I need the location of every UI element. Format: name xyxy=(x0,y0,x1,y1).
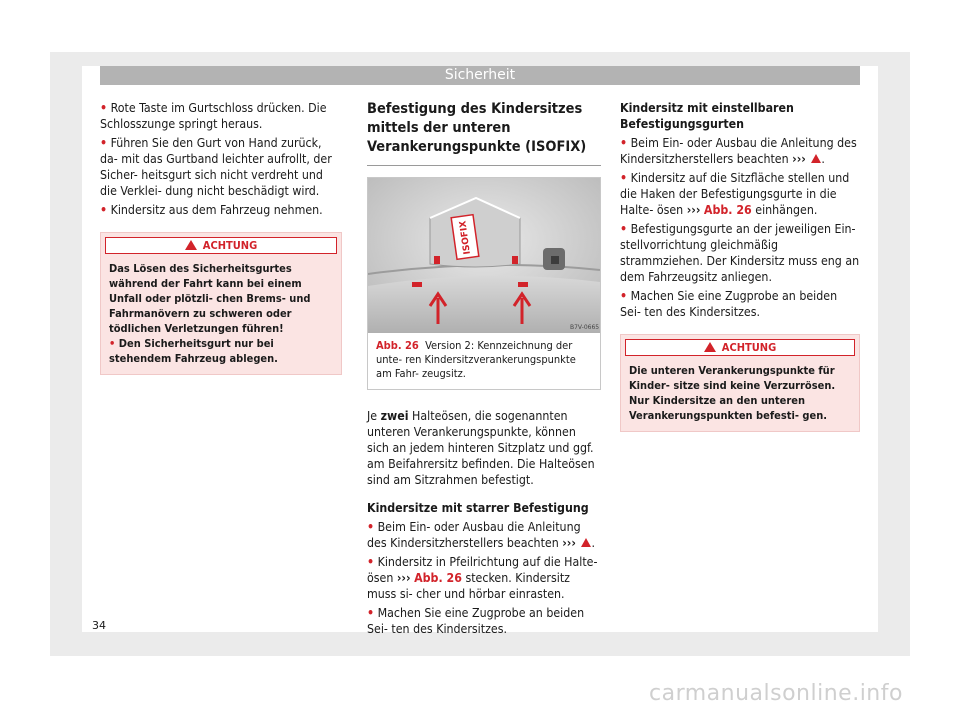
list-item: • Führen Sie den Gurt von Hand zurück, da- mit das Gurtband leichter aufrollt, der Sicher- heitsgurt sich nicht verdreht und die Verklei- dung nicht beschädigt wird. xyxy=(100,136,332,198)
bullet-icon: • xyxy=(620,222,628,236)
bullet-icon: • xyxy=(620,136,628,150)
figure-reference-link[interactable]: Abb. 26 xyxy=(414,571,462,585)
warning-box xyxy=(100,232,342,375)
column-left xyxy=(100,100,342,375)
isofix-tag: ISOFIX xyxy=(458,219,473,255)
figure xyxy=(367,177,601,390)
subheading: Kindersitze mit starrer Befestigung xyxy=(367,501,589,515)
section-title: Befestigung des Kindersitzes mittels der unteren Verankerungspunkte (ISOFIX) xyxy=(367,100,601,166)
isofix-seat-image xyxy=(368,178,600,333)
column-middle xyxy=(367,100,601,640)
list-item: • Machen Sie eine Zugprobe an beiden Sei- ten des Kindersitzes. xyxy=(367,606,585,636)
warning-body xyxy=(101,258,341,374)
bullet-icon: • xyxy=(620,289,628,303)
warning-body xyxy=(621,360,859,431)
subheading: Kindersitz mit einstellbaren Befestigungsgurten xyxy=(620,101,794,131)
list-item: • Befestigungsgurte an der jeweiligen Ein- stellvorrichtung gleichmäßig strammziehen. Der Kindersitz muss eng an dem Fahrzeugsitz anliegen. xyxy=(620,222,860,284)
paragraph: Je zwei Halteösen, die sogenannten unteren Verankerungspunkte, können sich an jedem hinteren Sitzplatz und ggf. am Beifahrersitz befinden. Die Halteösen sind am Sitzrahmen befestigt. xyxy=(367,409,595,487)
column-right xyxy=(620,100,860,432)
figure-code: B7V-0665 xyxy=(570,324,600,331)
warning-text: Die unteren Verankerungspunkte für Kinder- sitze sind keine Verzurrösen. Nur Kindersitze an den unteren Verankerungspunkten befesti- gen. xyxy=(629,364,836,422)
list-item: • Machen Sie eine Zugprobe an beiden Sei- ten des Kindersitzes. xyxy=(620,289,838,319)
list-item: • Kindersitz auf die Sitzfläche stellen und die Haken der Befestigungsgurte in die Halte- ösen ››› Abb. 26 einhängen. xyxy=(620,171,850,217)
bullet-icon: • xyxy=(367,555,375,569)
watermark: carmanualsonline.info xyxy=(649,681,903,706)
warning-triangle-icon xyxy=(581,538,591,547)
warning-bullet: • Den Sicherheitsgurt nur bei stehendem Fahrzeug ablegen. xyxy=(109,337,278,365)
list-item: • Kindersitz in Pfeilrichtung auf die Halte- ösen ››› Abb. 26 stecken. Kindersitz muss si- cher und hörbar einrasten. xyxy=(367,555,598,601)
warning-triangle-icon xyxy=(811,154,821,163)
page-number: 34 xyxy=(92,619,106,632)
figure-reference-link[interactable]: Abb. 26 xyxy=(703,203,752,217)
list-item: • Rote Taste im Gurtschloss drücken. Die Schlosszunge springt heraus. xyxy=(100,101,327,131)
warning-triangle-icon xyxy=(185,240,197,250)
warning-header: ACHTUNG xyxy=(625,339,855,356)
bullet-icon: • xyxy=(100,101,108,115)
warning-header: ACHTUNG xyxy=(105,237,337,254)
bullet-icon: • xyxy=(367,606,375,620)
bullet-icon: • xyxy=(100,136,108,150)
warning-triangle-icon xyxy=(704,342,716,352)
list-item: • Beim Ein- oder Ausbau die Anleitung des Kindersitzherstellers beachten ››› . xyxy=(367,520,595,550)
figure-caption: Abb. 26 Version 2: Kennzeichnung der unte- ren Kindersitzverankerungspunkte am Fahr- zeugsitz. xyxy=(376,339,576,380)
warning-box xyxy=(620,334,860,432)
list-item: • Kindersitz aus dem Fahrzeug nehmen. xyxy=(100,203,323,217)
bullet-icon: • xyxy=(367,520,375,534)
warning-text: Das Lösen des Sicherheitsgurtes während der Fahrt kann bei einem Unfall oder plötzli- chen Brems- und Fahrmanövern zu schweren oder tödlichen Verletzungen führen! xyxy=(109,262,311,335)
bullet-icon: • xyxy=(620,171,628,185)
section-header: Sicherheit xyxy=(100,66,860,85)
bullet-icon: • xyxy=(100,203,108,217)
list-item: • Beim Ein- oder Ausbau die Anleitung des Kindersitzherstellers beachten ››› . xyxy=(620,136,857,166)
bullet-icon: • xyxy=(109,337,116,350)
